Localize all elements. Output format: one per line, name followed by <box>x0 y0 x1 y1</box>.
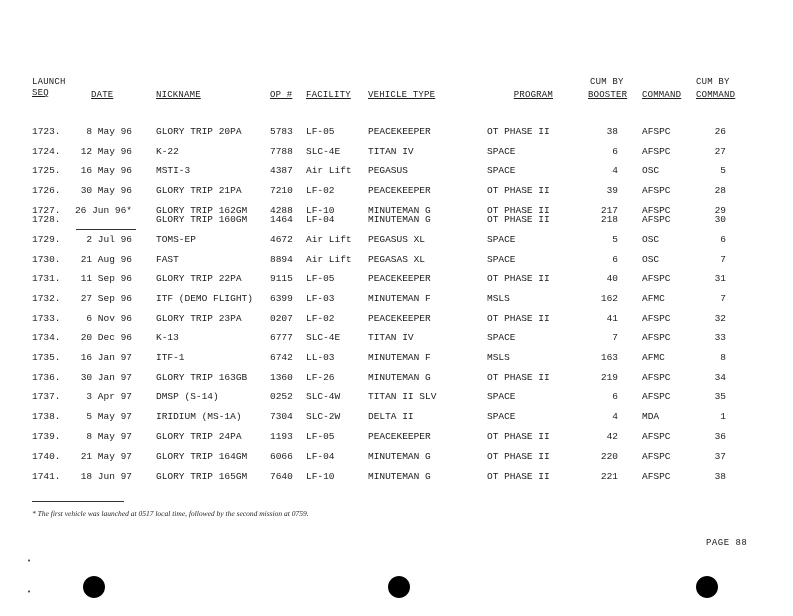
cell-seq: 1732. <box>32 293 61 304</box>
cell-op-number: 5783 <box>270 126 293 137</box>
cell-op-number: 6066 <box>270 451 293 462</box>
cell-command: AFSPC <box>642 214 671 225</box>
header-booster: BOOSTER <box>588 90 628 100</box>
cell-op-number: 6742 <box>270 352 293 363</box>
footnote-divider <box>32 501 124 502</box>
table-row <box>0 451 793 463</box>
table-row <box>0 332 793 344</box>
cell-vehicle-type: PEACEKEEPER <box>368 126 431 137</box>
cell-program: OT PHASE II <box>487 313 550 324</box>
cell-date: 21 May 97 <box>80 451 132 462</box>
cell-facility: LF-26 <box>306 372 335 383</box>
cell-facility: Air Lift <box>306 234 352 245</box>
cell-program: OT PHASE II <box>487 273 550 284</box>
cell-seq: 1731. <box>32 273 61 284</box>
header-seq: SEQ <box>32 88 49 98</box>
cell-op-number: 6399 <box>270 293 293 304</box>
cell-op-number: 9115 <box>270 273 293 284</box>
cell-date: 16 May 96 <box>80 165 132 176</box>
cell-nickname: K-13 <box>156 332 179 343</box>
cell-seq: 1724. <box>32 146 61 157</box>
cell-cum-command: 37 <box>714 451 726 462</box>
header-command: COMMAND <box>642 90 682 100</box>
table-row <box>0 313 793 325</box>
header-cum-by-command-top: CUM BY <box>696 77 730 87</box>
table-row <box>0 352 793 364</box>
cell-facility: SLC-2W <box>306 411 341 422</box>
cell-nickname: GLORY TRIP 164GM <box>156 451 248 462</box>
cell-cum-command: 38 <box>714 471 726 482</box>
cell-command: AFMC <box>642 293 665 304</box>
cell-cum-command: 36 <box>714 431 726 442</box>
table-row <box>0 185 793 197</box>
cell-seq: 1736. <box>32 372 61 383</box>
cell-date: 5 May 97 <box>86 411 132 422</box>
cell-nickname: GLORY TRIP 163GB <box>156 372 248 383</box>
cell-cum-command: 31 <box>714 273 726 284</box>
cell-cum-command: 34 <box>714 372 726 383</box>
cell-facility: SLC-4E <box>306 332 341 343</box>
cell-cum-booster: 38 <box>606 126 618 137</box>
cell-date: 26 Jun 96* <box>74 205 132 216</box>
cell-date: 8 May 96 <box>86 126 132 137</box>
cell-cum-booster: 6 <box>612 146 618 157</box>
cell-date: 20 Dec 96 <box>80 332 132 343</box>
cell-seq: 1733. <box>32 313 61 324</box>
cell-cum-command: 8 <box>720 352 726 363</box>
cell-nickname: DMSP (S-14) <box>156 391 219 402</box>
cell-date: 27 Sep 96 <box>80 293 132 304</box>
header-cum-by-booster-top: CUM BY <box>590 77 624 87</box>
cell-nickname: GLORY TRIP 23PA <box>156 313 242 324</box>
cell-facility: SLC-4E <box>306 146 341 157</box>
table-row <box>0 273 793 285</box>
table-row <box>0 391 793 403</box>
cell-vehicle-type: PEACEKEEPER <box>368 313 431 324</box>
cell-op-number: 7210 <box>270 185 293 196</box>
cell-program: SPACE <box>487 165 516 176</box>
cell-seq: 1725. <box>32 165 61 176</box>
cell-nickname: GLORY TRIP 24PA <box>156 431 242 442</box>
cell-vehicle-type: PEACEKEEPER <box>368 431 431 442</box>
cell-vehicle-type: MINUTEMAN G <box>368 471 431 482</box>
cell-cum-booster: 40 <box>606 273 618 284</box>
cell-date: 11 Sep 96 <box>80 273 132 284</box>
cell-nickname: GLORY TRIP 165GM <box>156 471 248 482</box>
cell-seq: 1734. <box>32 332 61 343</box>
cell-cum-booster: 39 <box>606 185 618 196</box>
cell-facility: LF-05 <box>306 431 335 442</box>
cell-date: 30 May 96 <box>80 185 132 196</box>
cell-cum-booster: 7 <box>612 332 618 343</box>
cell-facility: Air Lift <box>306 254 352 265</box>
cell-seq: 1735. <box>32 352 61 363</box>
table-row <box>0 165 793 177</box>
cell-vehicle-type: MINUTEMAN F <box>368 293 431 304</box>
cell-date: 30 Jan 97 <box>80 372 132 383</box>
cell-facility: LF-02 <box>306 313 335 324</box>
cell-seq: 1727. <box>32 205 61 216</box>
cell-program: MSLS <box>487 352 510 363</box>
cell-cum-command: 30 <box>714 214 726 225</box>
cell-cum-command: 6 <box>720 234 726 245</box>
cell-command: MDA <box>642 411 660 422</box>
binder-hole-center <box>388 576 410 598</box>
cell-date: 6 Nov 96 <box>86 313 132 324</box>
cell-seq: 1728. <box>32 214 61 225</box>
footnote: * The first vehicle was launched at 0517 local time, followed by the second mission at 0759. <box>32 509 309 518</box>
table-row <box>0 146 793 158</box>
cell-cum-booster: 162 <box>600 293 618 304</box>
cell-seq: 1726. <box>32 185 61 196</box>
header-op-number: OP # <box>270 90 293 100</box>
table-row <box>0 471 793 483</box>
table-row <box>0 214 793 226</box>
cell-vehicle-type: PEGASAS XL <box>368 254 426 265</box>
cell-nickname: ITF (DEMO FLIGHT) <box>156 293 253 304</box>
cell-date: 8 May 97 <box>86 431 132 442</box>
table-row <box>0 431 793 443</box>
cell-vehicle-type: TITAN IV <box>368 146 414 157</box>
cell-program: SPACE <box>487 332 516 343</box>
cell-facility: LF-05 <box>306 273 335 284</box>
cell-cum-booster: 5 <box>612 234 618 245</box>
cell-facility: LF-05 <box>306 126 335 137</box>
cell-program: OT PHASE II <box>487 451 550 462</box>
cell-command: OSC <box>642 234 660 245</box>
date-placeholder-line <box>76 229 136 230</box>
cell-command: AFSPC <box>642 185 671 196</box>
cell-facility: LF-10 <box>306 205 335 216</box>
cell-cum-booster: 42 <box>606 431 618 442</box>
scan-speck: • <box>27 588 32 596</box>
cell-command: AFSPC <box>642 372 671 383</box>
cell-command: OSC <box>642 254 660 265</box>
header-program: PROGRAM <box>513 90 553 100</box>
cell-date: 2 Jul 96 <box>86 234 132 245</box>
cell-cum-booster: 4 <box>612 411 618 422</box>
cell-nickname: K-22 <box>156 146 179 157</box>
cell-seq: 1741. <box>32 471 61 482</box>
cell-command: AFSPC <box>642 313 671 324</box>
cell-cum-command: 28 <box>714 185 726 196</box>
table-row <box>0 372 793 384</box>
cell-op-number: 7304 <box>270 411 293 422</box>
cell-nickname: GLORY TRIP 162GM <box>156 205 248 216</box>
cell-facility: LF-04 <box>306 451 335 462</box>
binder-hole-right <box>696 576 718 598</box>
cell-program: SPACE <box>487 391 516 402</box>
cell-facility: LF-02 <box>306 185 335 196</box>
table-row <box>0 234 793 246</box>
cell-cum-command: 5 <box>720 165 726 176</box>
cell-op-number: 6777 <box>270 332 293 343</box>
cell-program: MSLS <box>487 293 510 304</box>
cell-command: AFSPC <box>642 451 671 462</box>
cell-cum-booster: 219 <box>600 372 618 383</box>
cell-command: AFMC <box>642 352 665 363</box>
cell-seq: 1737. <box>32 391 61 402</box>
cell-op-number: 0207 <box>270 313 293 324</box>
cell-cum-command: 32 <box>714 313 726 324</box>
cell-facility: LL-03 <box>306 352 335 363</box>
cell-op-number: 4288 <box>270 205 293 216</box>
cell-facility: LF-03 <box>306 293 335 304</box>
cell-cum-booster: 6 <box>612 254 618 265</box>
cell-facility: Air Lift <box>306 165 352 176</box>
cell-op-number: 1193 <box>270 431 293 442</box>
page-number: PAGE 88 <box>706 538 748 548</box>
cell-nickname: TOMS-EP <box>156 234 196 245</box>
cell-nickname: GLORY TRIP 20PA <box>156 126 242 137</box>
cell-program: SPACE <box>487 234 516 245</box>
cell-facility: LF-10 <box>306 471 335 482</box>
table-row <box>0 254 793 266</box>
cell-program: OT PHASE II <box>487 431 550 442</box>
cell-program: OT PHASE II <box>487 372 550 383</box>
table-row <box>0 126 793 138</box>
cell-vehicle-type: DELTA II <box>368 411 414 422</box>
cell-cum-booster: 4 <box>612 165 618 176</box>
cell-nickname: GLORY TRIP 21PA <box>156 185 242 196</box>
cell-cum-command: 27 <box>714 146 726 157</box>
scan-speck: • <box>27 557 32 565</box>
cell-cum-booster: 217 <box>600 205 618 216</box>
cell-date: 12 May 96 <box>80 146 132 157</box>
cell-op-number: 7640 <box>270 471 293 482</box>
header-vehicle-type: VEHICLE TYPE <box>368 90 436 100</box>
cell-op-number: 0252 <box>270 391 293 402</box>
cell-nickname: MSTI-3 <box>156 165 191 176</box>
cell-program: OT PHASE II <box>487 214 550 225</box>
cell-nickname: GLORY TRIP 22PA <box>156 273 242 284</box>
cell-vehicle-type: MINUTEMAN G <box>368 451 431 462</box>
cell-program: OT PHASE II <box>487 471 550 482</box>
cell-seq: 1730. <box>32 254 61 265</box>
cell-cum-command: 7 <box>720 293 726 304</box>
cell-seq: 1740. <box>32 451 61 462</box>
cell-cum-booster: 41 <box>606 313 618 324</box>
cell-date: 18 Jun 97 <box>80 471 132 482</box>
cell-program: OT PHASE II <box>487 185 550 196</box>
cell-cum-booster: 6 <box>612 391 618 402</box>
cell-command: AFSPC <box>642 146 671 157</box>
cell-cum-command: 33 <box>714 332 726 343</box>
header-facility: FACILITY <box>306 90 351 100</box>
cell-date: 16 Jan 97 <box>80 352 132 363</box>
cell-op-number: 4672 <box>270 234 293 245</box>
cell-nickname: IRIDIUM (MS-1A) <box>156 411 242 422</box>
cell-vehicle-type: TITAN IV <box>368 332 414 343</box>
cell-vehicle-type: PEGASUS <box>368 165 408 176</box>
cell-vehicle-type: MINUTEMAN G <box>368 214 431 225</box>
cell-date: 21 Aug 96 <box>80 254 132 265</box>
cell-command: AFSPC <box>642 273 671 284</box>
cell-seq: 1738. <box>32 411 61 422</box>
cell-command: AFSPC <box>642 205 671 216</box>
cell-op-number: 4387 <box>270 165 293 176</box>
cell-seq: 1739. <box>32 431 61 442</box>
cell-cum-command: 1 <box>720 411 726 422</box>
table-row <box>0 293 793 305</box>
cell-vehicle-type: MINUTEMAN G <box>368 372 431 383</box>
cell-op-number: 8894 <box>270 254 293 265</box>
cell-command: AFSPC <box>642 126 671 137</box>
cell-op-number: 1360 <box>270 372 293 383</box>
cell-cum-booster: 163 <box>600 352 618 363</box>
cell-seq: 1729. <box>32 234 61 245</box>
cell-command: AFSPC <box>642 391 671 402</box>
cell-program: OT PHASE II <box>487 126 550 137</box>
header-cum-command: COMMAND <box>696 90 736 100</box>
cell-vehicle-type: PEGASUS XL <box>368 234 426 245</box>
cell-program: SPACE <box>487 411 516 422</box>
table-row <box>0 411 793 423</box>
header-date: DATE <box>91 90 114 100</box>
cell-cum-command: 26 <box>714 126 726 137</box>
cell-facility: LF-04 <box>306 214 335 225</box>
cell-cum-booster: 221 <box>600 471 618 482</box>
cell-vehicle-type: TITAN II SLV <box>368 391 437 402</box>
cell-nickname: GLORY TRIP 160GM <box>156 214 248 225</box>
cell-program: SPACE <box>487 254 516 265</box>
cell-cum-command: 29 <box>714 205 726 216</box>
cell-program: SPACE <box>487 146 516 157</box>
cell-command: AFSPC <box>642 332 671 343</box>
cell-nickname: ITF-1 <box>156 352 185 363</box>
cell-command: AFSPC <box>642 471 671 482</box>
cell-command: AFSPC <box>642 431 671 442</box>
cell-cum-booster: 220 <box>600 451 618 462</box>
cell-vehicle-type: MINUTEMAN G <box>368 205 431 216</box>
cell-cum-command: 35 <box>714 391 726 402</box>
cell-program: OT PHASE II <box>487 205 550 216</box>
cell-vehicle-type: PEACEKEEPER <box>368 273 431 284</box>
cell-facility: SLC-4W <box>306 391 341 402</box>
cell-vehicle-type: MINUTEMAN F <box>368 352 431 363</box>
cell-op-number: 7788 <box>270 146 293 157</box>
header-launch: LAUNCH <box>32 77 66 87</box>
cell-seq: 1723. <box>32 126 61 137</box>
cell-date: 3 Apr 97 <box>86 391 132 402</box>
header-nickname: NICKNAME <box>156 90 201 100</box>
binder-hole-left <box>83 576 105 598</box>
cell-op-number: 1464 <box>270 214 293 225</box>
cell-command: OSC <box>642 165 660 176</box>
cell-cum-booster: 218 <box>600 214 618 225</box>
cell-vehicle-type: PEACEKEEPER <box>368 185 431 196</box>
cell-nickname: FAST <box>156 254 179 265</box>
cell-cum-command: 7 <box>720 254 726 265</box>
